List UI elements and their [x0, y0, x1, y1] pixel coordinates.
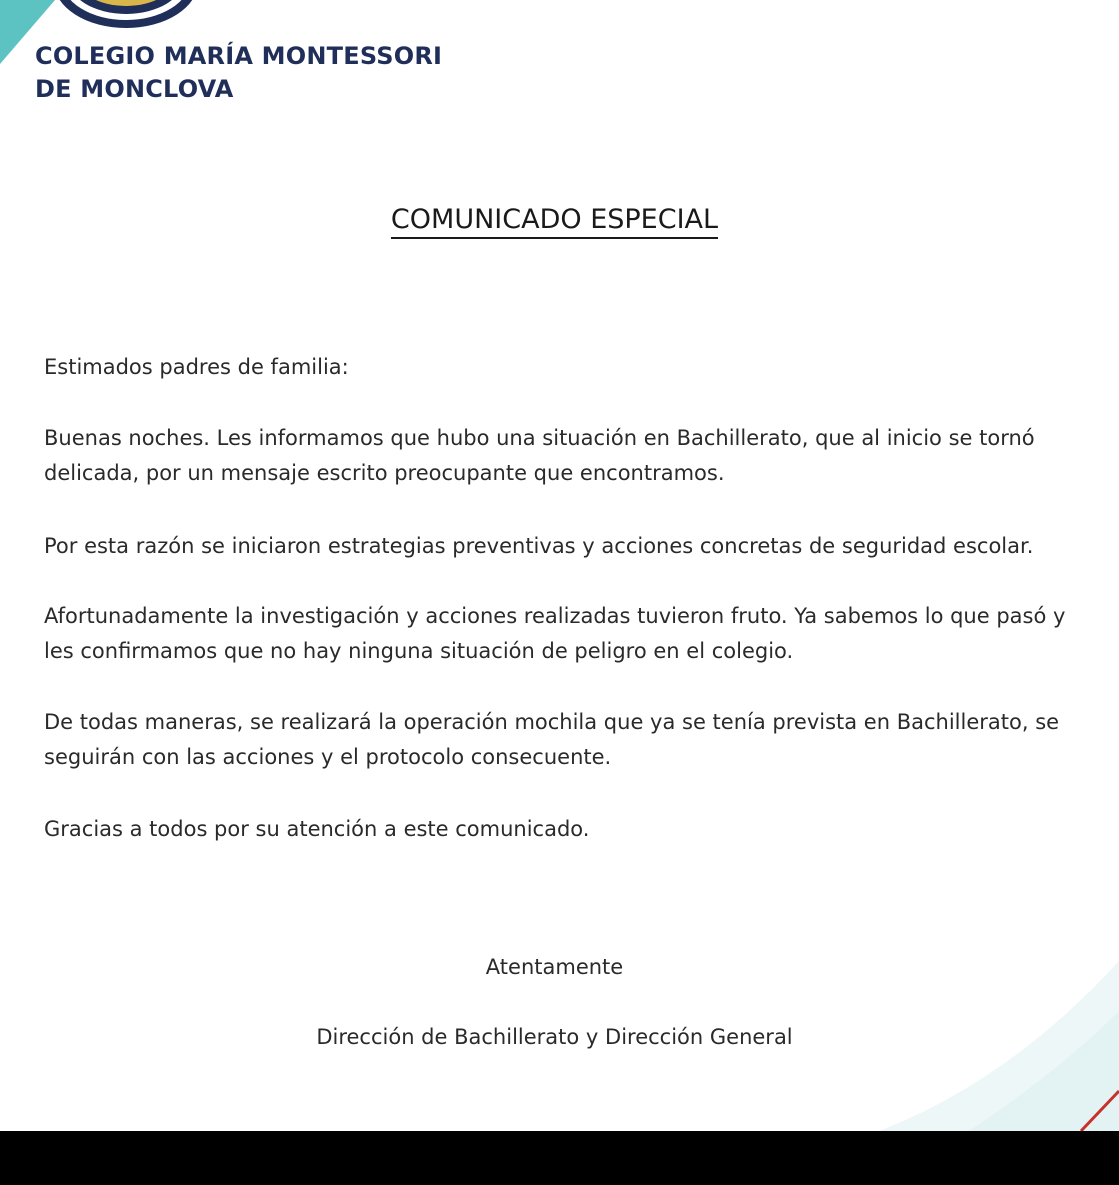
paragraph-strategies: Por esta razón se iniciaron estrategias preventivas y acciones concretas de seguridad escolar.: [44, 534, 1034, 558]
paragraph-operation: De todas maneras, se realizará la operación mochila que ya se tenía prevista en Bachillerato, se seguirán con las acciones y el protocolo consecuente.: [44, 710, 1060, 769]
paragraph-situation: Buenas noches. Les informamos que hubo una situación en Bachillerato, que al inicio se tornó delicada, por un mensaje escrito preocupante que encontramos.: [44, 426, 1035, 485]
document-title-text: COMUNICADO ESPECIAL: [391, 204, 718, 239]
greeting: Estimados padres de familia:: [44, 355, 349, 379]
school-name: [35, 40, 442, 106]
document-title: [0, 204, 1109, 235]
closing: Atentamente: [485, 955, 624, 979]
signature: Dirección de Bachillerato y Dirección General: [316, 1025, 793, 1049]
bottom-black-bar: [0, 1131, 1119, 1185]
corner-wave-decoration: [859, 961, 1119, 1131]
paragraph-investigation: Afortunadamente la investigación y acciones realizadas tuvieron fruto. Ya sabemos lo que pasó y les confirmamos que no hay ninguna situación de peligro en el colegio.: [44, 604, 1066, 663]
school-seal-logo: [0, 0, 240, 40]
paragraph-thanks: Gracias a todos por su atención a este comunicado.: [44, 817, 590, 841]
school-name-line2: DE MONCLOVA: [35, 75, 234, 103]
school-name-line1: COLEGIO MARÍA MONTESSORI: [35, 42, 443, 70]
